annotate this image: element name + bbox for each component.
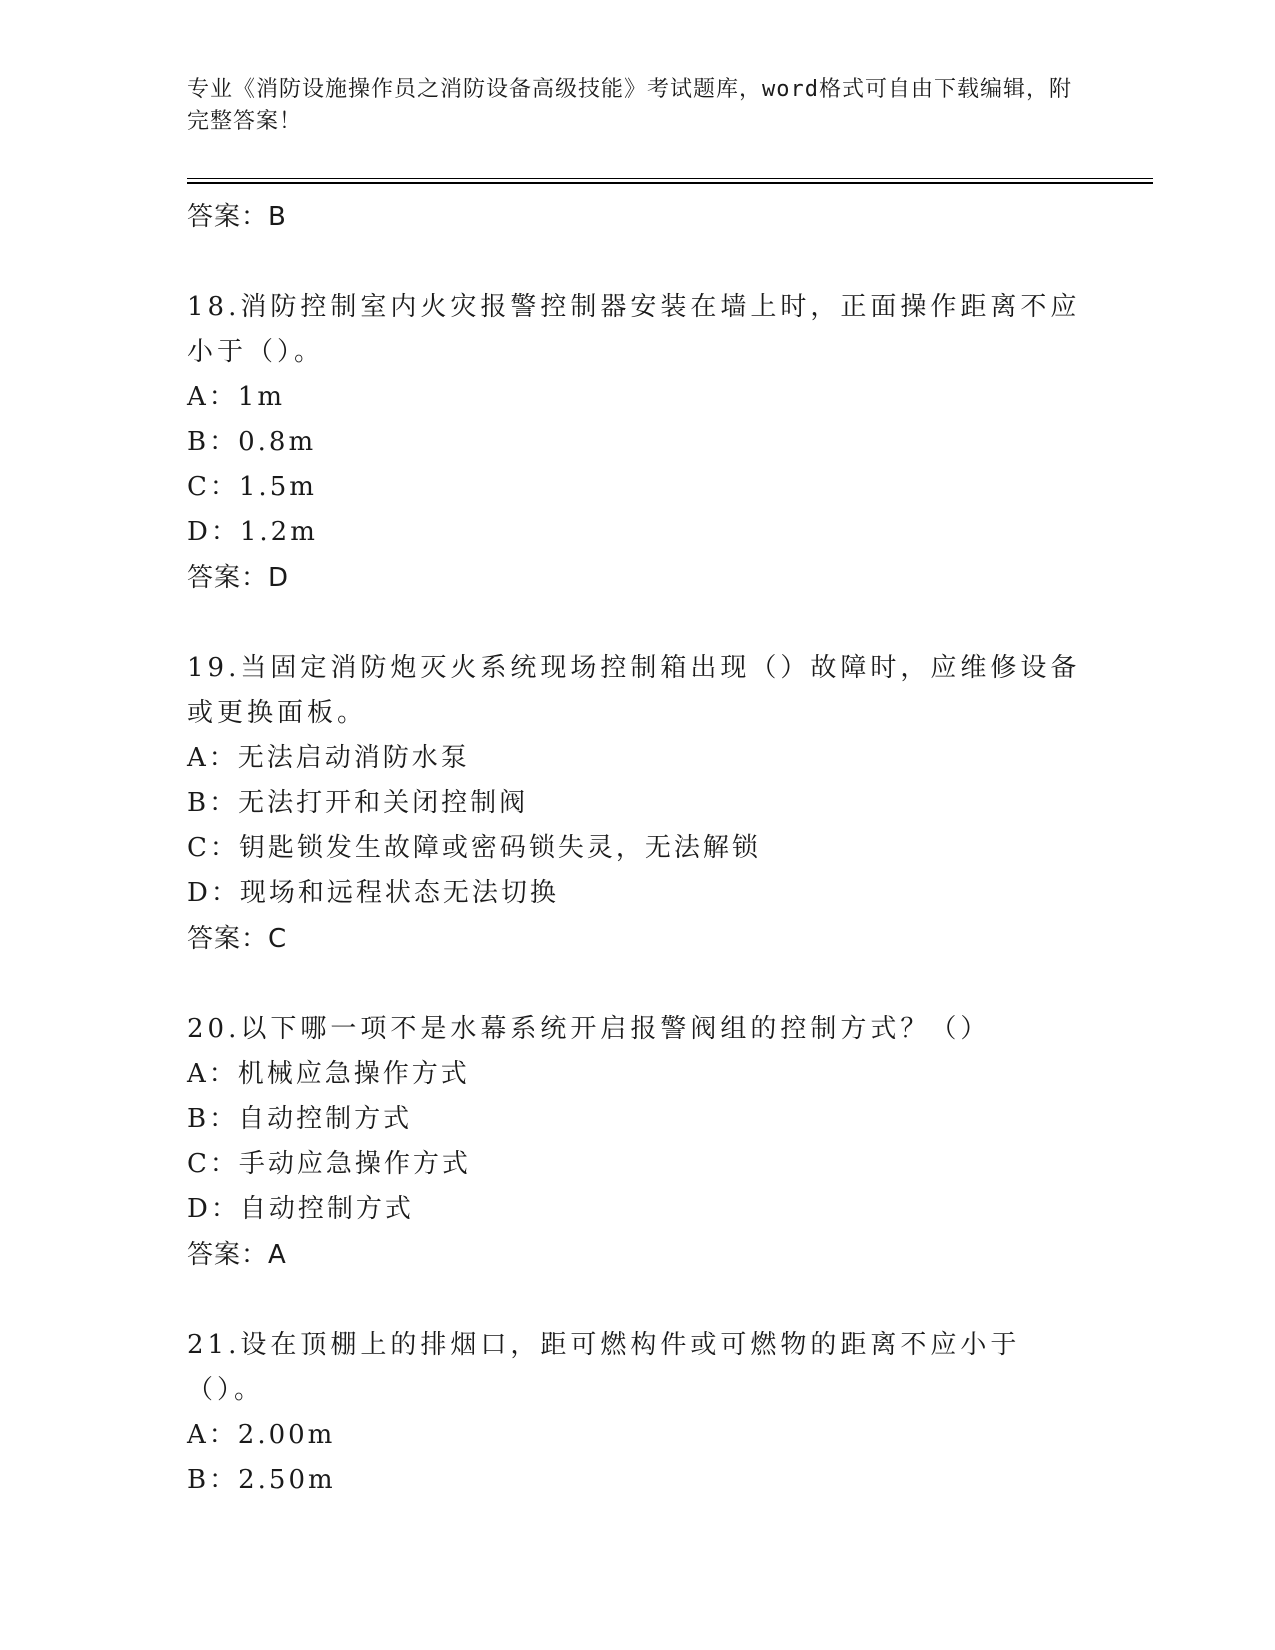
header-divider-thin bbox=[187, 178, 1153, 179]
question-list bbox=[187, 194, 1087, 1503]
option-b: B：0.8m bbox=[187, 427, 317, 457]
option-d: D：1.2m bbox=[187, 517, 318, 547]
option-d: D：现场和远程状态无法切换 bbox=[187, 878, 559, 908]
option-a: A：机械应急操作方式 bbox=[187, 1059, 470, 1089]
header-divider-thick bbox=[187, 182, 1153, 184]
option-b: B：2.50m bbox=[187, 1465, 336, 1495]
answer-line: 答案：C bbox=[187, 924, 288, 954]
question-text: 21.设在顶棚上的排烟口，距可燃构件或可燃物的距离不应小于（）。 bbox=[187, 1330, 1021, 1405]
question-text: 20.以下哪一项不是水幕系统开启报警阀组的控制方式？（） bbox=[187, 1014, 991, 1044]
option-c: C：手动应急操作方式 bbox=[187, 1149, 471, 1179]
option-a: A：1m bbox=[187, 382, 285, 412]
option-c: C：1.5m bbox=[187, 472, 317, 502]
option-d: D：自动控制方式 bbox=[187, 1194, 414, 1224]
answer-line: 答案：B bbox=[187, 202, 287, 232]
option-c: C：钥匙锁发生故障或密码锁失灵，无法解锁 bbox=[187, 833, 761, 863]
option-a: A：无法启动消防水泵 bbox=[187, 743, 470, 773]
answer-line: 答案：D bbox=[187, 563, 290, 593]
document-intro: 专业《消防设施操作员之消防设备高级技能》考试题库，word格式可自由下载编辑，附完整答案！ bbox=[187, 77, 1072, 134]
option-a: A：2.00m bbox=[187, 1420, 336, 1450]
question-text: 18.消防控制室内火灾报警控制器安装在墙上时，正面操作距离不应小于（）。 bbox=[187, 292, 1081, 367]
answer-line: 答案：A bbox=[187, 1240, 287, 1270]
option-b: B：自动控制方式 bbox=[187, 1104, 413, 1134]
option-b: B：无法打开和关闭控制阀 bbox=[187, 788, 529, 818]
question-text: 19.当固定消防炮灭火系统现场控制箱出现（）故障时，应维修设备或更换面板。 bbox=[187, 653, 1081, 728]
